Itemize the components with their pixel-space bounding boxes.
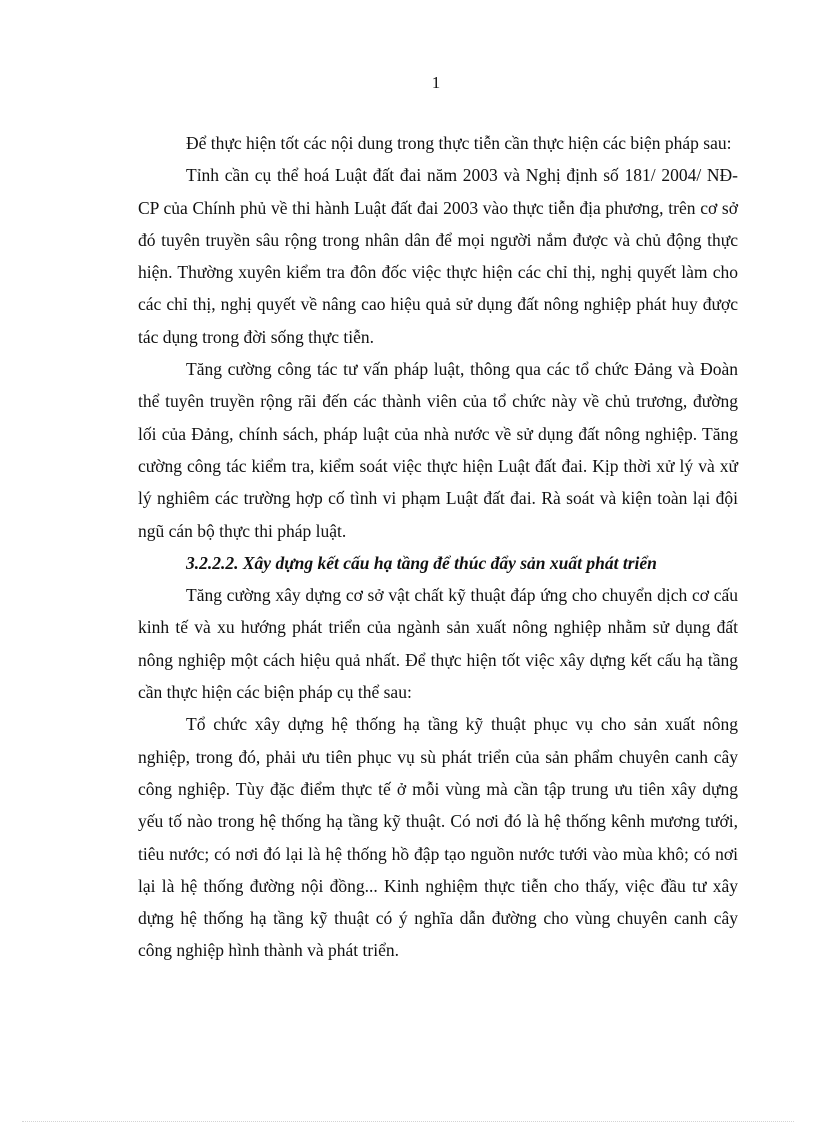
paragraph-infrastructure-system: Tổ chức xây dựng hệ thống hạ tầng kỹ thuật phục vụ cho sản xuất nông nghiệp, trong đó, phải ưu tiên phục vụ sù phát triển của sản phẩm chuyên canh cây công nghiệp. Tùy đặc điểm thực tế ở mỗi vùng mà cần tập trung ưu tiên xây dựng yếu tố nào trong hệ thống hạ tầng kỹ thuật. Có nơi đó là hệ thống kênh mương tưới, tiêu nước; có nơi đó lại là hệ thống hồ đập tạo nguồn nước tưới vào mùa khô; có nơi lại là hệ thống đường nội đồng... Kinh nghiệm thực tiễn cho thấy, việc đầu tư xây dựng hệ thống hạ tầng kỹ thuật có ý nghĩa dẫn đường cho vùng chuyên canh cây công nghiệp hình thành và phát triển. [138, 714, 738, 961]
paragraph-intro: Để thực hiện tốt các nội dung trong thực tiễn cần thực hiện các biện pháp sau: [186, 133, 732, 153]
paragraph-law-implementation: Tỉnh cần cụ thể hoá Luật đất đai năm 2003 và Nghị định số 181/ 2004/ NĐ-CP của Chính phủ về thi hành Luật đất đai 2003 vào thực tiễn địa phương, trên cơ sở đó tuyên truyền sâu rộng trong nhân dân để mọi người nắm được và chủ động thực hiện. Thường xuyên kiểm tra đôn đốc việc thực hiện các chỉ thị, nghị quyết làm cho các chỉ thị, nghị quyết về nâng cao hiệu quả sử dụng đất nông nghiệp phát huy được tác dụng trong đời sống thực tiễn. [138, 165, 738, 347]
document-body [138, 127, 738, 967]
paragraph-legal-advisory: Tăng cường công tác tư vấn pháp luật, thông qua các tổ chức Đảng và Đoàn thể tuyên truyền rộng rãi đến các thành viên của tổ chức này về chủ trương, đường lối của Đảng, chính sách, pháp luật của nhà nước về sử dụng đất nông nghiệp. Tăng cường công tác kiểm tra, kiểm soát việc thực hiện Luật đất đai. Kịp thời xử lý và xử lý nghiêm các trường hợp cố tình vi phạm Luật đất đai. Rà soát và kiện toàn lại đội ngũ cán bộ thực thi pháp luật. [138, 359, 738, 541]
page-bottom-divider [22, 1121, 794, 1122]
paragraph-infrastructure-intro: Tăng cường xây dựng cơ sở vật chất kỹ thuật đáp ứng cho chuyển dịch cơ cấu kinh tế và xu hướng phát triển của ngành sản xuất nông nghiệp nhằm sử dụng đất nông nghiệp một cách hiệu quả nhất. Để thực hiện tốt việc xây dựng kết cấu hạ tầng cần thực hiện các biện pháp cụ thể sau: [138, 585, 738, 703]
page-number: 1 [431, 73, 441, 92]
section-heading: 3.2.2.2. Xây dựng kết cấu hạ tầng để thúc đẩy sản xuất phát triển [186, 552, 657, 573]
